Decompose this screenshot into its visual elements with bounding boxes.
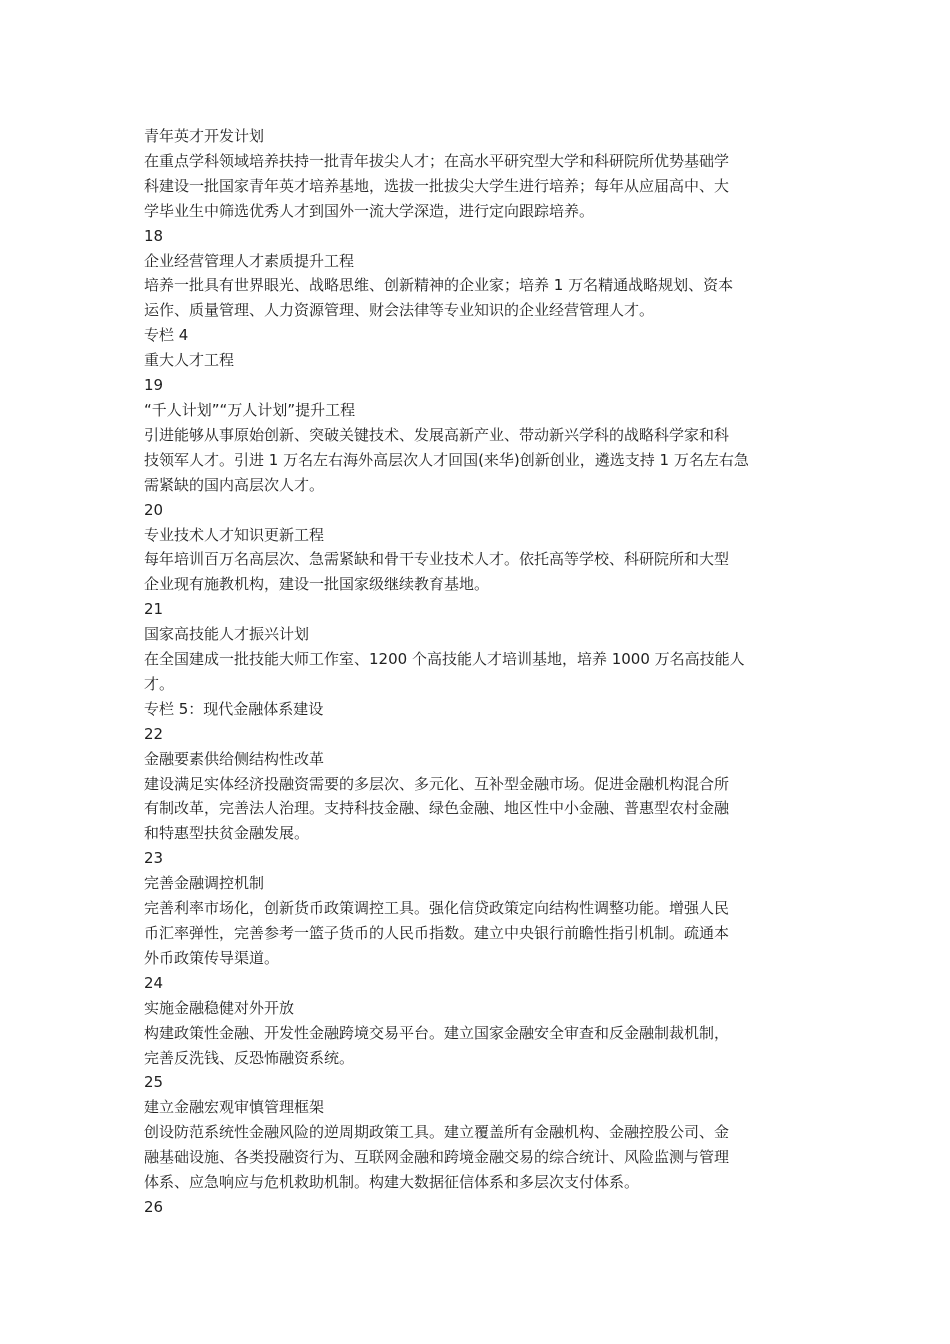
column-title: 重大人才工程 <box>144 351 235 370</box>
paragraph-line: 需紧缺的国内高层次人才。 <box>144 475 325 494</box>
paragraph-line: 在重点学科领域培养扶持一批青年拔尖人才；在高水平研究型大学和科研院所优势基础学 <box>144 151 730 170</box>
paragraph-line: 建设满足实体经济投融资需要的多层次、多元化、互补型金融市场。促进金融机构混合所 <box>144 774 730 793</box>
paragraph-line: 和特惠型扶贫金融发展。 <box>144 824 310 843</box>
paragraph-line: 运作、质量管理、人力资源管理、财会法律等专业知识的企业经营管理人才。 <box>144 301 655 320</box>
item-number: 20 <box>144 500 164 519</box>
paragraph-line: 才。 <box>144 674 175 693</box>
paragraph-line: 每年培训百万名高层次、急需紧缺和骨干专业技术人才。依托高等学校、科研院所和大型 <box>144 550 730 569</box>
section-title: 建立金融宏观审慎管理框架 <box>144 1098 325 1117</box>
paragraph-line: 技领军人才。引进 1 万名左右海外高层次人才回国(来华)创新创业，遴选支持 1 万名左右急 <box>144 450 749 469</box>
section-title: 金融要素供给侧结构性改革 <box>144 749 325 768</box>
section-title: 企业经营管理人才素质提升工程 <box>144 251 355 270</box>
section-title: 专业技术人才知识更新工程 <box>144 525 325 544</box>
item-number: 26 <box>144 1197 164 1216</box>
paragraph-line: 完善反洗钱、反恐怖融资系统。 <box>144 1048 355 1067</box>
paragraph-line: 构建政策性金融、开发性金融跨境交易平台。建立国家金融安全审查和反金融制裁机制， <box>144 1023 730 1042</box>
item-number: 23 <box>144 849 164 868</box>
paragraph-line: 有制改革，完善法人治理。支持科技金融、绿色金融、地区性中小金融、普惠型农村金融 <box>144 799 730 818</box>
paragraph-line: 币汇率弹性，完善参考一篮子货币的人民币指数。建立中央银行前瞻性指引机制。疏通本 <box>144 924 730 942</box>
item-number: 19 <box>144 376 164 395</box>
paragraph-line: 创设防范系统性金融风险的逆周期政策工具。建立覆盖所有金融机构、金融控股公司、金 <box>144 1123 730 1142</box>
paragraph-line: 引进能够从事原始创新、突破关键技术、发展高新产业、带动新兴学科的战略科学家和科 <box>144 425 730 444</box>
paragraph-line: 融基础设施、各类投融资行为、互联网金融和跨境金融交易的综合统计、风险监测与管理 <box>144 1148 730 1167</box>
item-number: 22 <box>144 724 164 743</box>
section-title: 完善金融调控机制 <box>144 874 265 893</box>
section-title: “千人计划”“万人计划”提升工程 <box>144 400 356 419</box>
section-title: 实施金融稳健对外开放 <box>144 998 295 1017</box>
paragraph-line: 体系、应急响应与危机救助机制。构建大数据征信体系和多层次支付体系。 <box>144 1173 640 1192</box>
paragraph-line: 学毕业生中筛选优秀人才到国外一流大学深造，进行定向跟踪培养。 <box>144 201 595 220</box>
item-number: 24 <box>144 973 164 992</box>
column-label: 专栏 4 <box>144 326 189 345</box>
paragraph-line: 培养一批具有世界眼光、战略思维、创新精神的企业家；培养 1 万名精通战略规划、资本 <box>144 276 734 295</box>
paragraph-line: 科建设一批国家青年英才培养基地，选拔一批拔尖大学生进行培养；每年从应届高中、大 <box>144 176 730 195</box>
column-title: 专栏 5：现代金融体系建设 <box>144 699 324 718</box>
paragraph-line: 完善利率市场化，创新货币政策调控工具。强化信贷政策定向结构性调整功能。增强人民 <box>144 899 730 918</box>
item-number: 21 <box>144 600 164 619</box>
paragraph-line: 企业现有施教机构，建设一批国家级继续教育基地。 <box>144 575 490 594</box>
section-title: 国家高技能人才振兴计划 <box>144 625 310 644</box>
item-number: 25 <box>144 1073 164 1092</box>
section-title: 青年英才开发计划 <box>144 127 265 145</box>
document-body <box>144 124 809 1220</box>
paragraph-line: 外币政策传导渠道。 <box>144 948 280 967</box>
paragraph-line: 在全国建成一批技能大师工作室、1200 个高技能人才培训基地，培养 1000 万名高技能人 <box>144 650 745 669</box>
item-number: 18 <box>144 226 164 245</box>
